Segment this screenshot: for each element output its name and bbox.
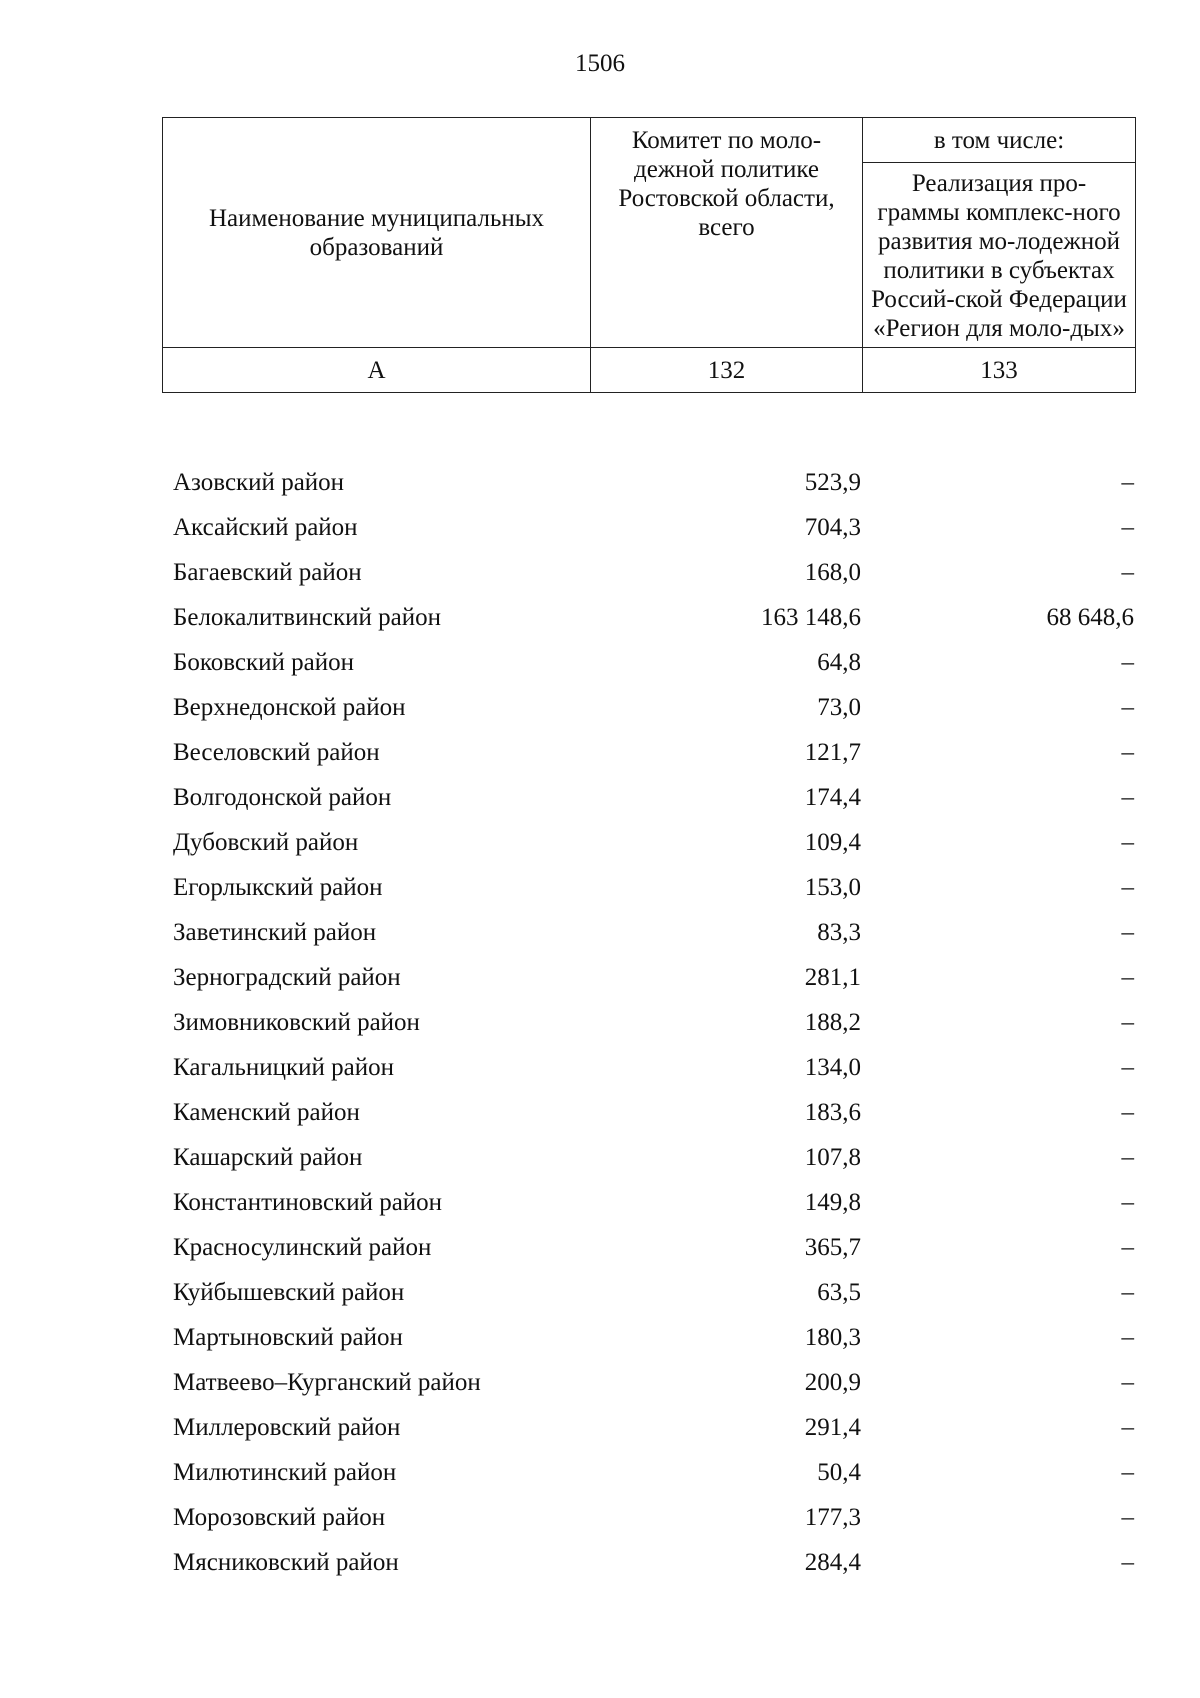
program-value: –: [1121, 1413, 1134, 1441]
table-body: [162, 460, 1135, 1585]
municipality-name: Дубовский район: [173, 828, 359, 856]
total-value: 153,0: [804, 873, 861, 901]
table-row: [162, 1045, 1135, 1090]
table-row: [162, 595, 1135, 640]
program-value: –: [1121, 1098, 1134, 1126]
header-included-label: в том числе:: [863, 118, 1136, 163]
total-value: 704,3: [804, 513, 861, 541]
municipality-name: Аксайский район: [173, 513, 358, 541]
table-row: [162, 550, 1135, 595]
total-value: 83,3: [817, 918, 861, 946]
table-row: [162, 865, 1135, 910]
table-row: [162, 775, 1135, 820]
program-value: 68 648,6: [1046, 603, 1134, 631]
municipality-name: Куйбышевский район: [173, 1278, 405, 1306]
table-row: [162, 1270, 1135, 1315]
program-value: –: [1121, 963, 1134, 991]
program-value: –: [1121, 1548, 1134, 1576]
table-row: [162, 640, 1135, 685]
total-value: 107,8: [804, 1143, 861, 1171]
program-value: –: [1121, 648, 1134, 676]
total-value: 121,7: [804, 738, 861, 766]
total-value: 188,2: [804, 1008, 861, 1036]
header-total-column: Комитет по моло-дежной политике Ростовской области, всего: [591, 118, 863, 348]
table-row: [162, 1450, 1135, 1495]
total-value: 109,4: [804, 828, 861, 856]
municipality-name: Зимовниковский район: [173, 1008, 420, 1036]
total-value: 281,1: [804, 963, 861, 991]
program-value: –: [1121, 1143, 1134, 1171]
program-value: –: [1121, 1278, 1134, 1306]
program-value: –: [1121, 1188, 1134, 1216]
municipality-name: Милютинский район: [173, 1458, 397, 1486]
total-value: 163 148,6: [761, 603, 861, 631]
municipality-name: Кашарский район: [173, 1143, 363, 1171]
table-row: [162, 820, 1135, 865]
municipality-name: Волгодонской район: [173, 783, 392, 811]
table-row: [162, 1360, 1135, 1405]
table-row: [162, 1000, 1135, 1045]
municipality-name: Белокалитвинский район: [173, 603, 441, 631]
table-row: [162, 1315, 1135, 1360]
table-row: [162, 1180, 1135, 1225]
program-value: –: [1121, 873, 1134, 901]
table-row: [162, 1540, 1135, 1585]
municipality-name: Мясниковский район: [173, 1548, 399, 1576]
municipality-name: Боковский район: [173, 648, 354, 676]
table-row: [162, 1495, 1135, 1540]
header-program-column: Реализация про-граммы комплекс-ного развития мо-лодежной политики в субъектах Россий-ской Федерации «Регион для моло-дых»: [863, 163, 1136, 348]
table-row: [162, 1090, 1135, 1135]
program-value: –: [1121, 1458, 1134, 1486]
table-row: [162, 1135, 1135, 1180]
program-value: –: [1121, 558, 1134, 586]
total-value: 177,3: [804, 1503, 861, 1531]
total-value: 134,0: [804, 1053, 861, 1081]
column-number-a: А: [163, 348, 591, 393]
table-header: [162, 117, 1136, 393]
municipality-name: Веселовский район: [173, 738, 380, 766]
municipality-name: Мартыновский район: [173, 1323, 403, 1351]
program-value: –: [1121, 783, 1134, 811]
total-value: 63,5: [817, 1278, 861, 1306]
total-value: 174,4: [804, 783, 861, 811]
total-value: 64,8: [817, 648, 861, 676]
municipality-name: Азовский район: [173, 468, 345, 496]
municipality-name: Константиновский район: [173, 1188, 443, 1216]
total-value: 183,6: [804, 1098, 861, 1126]
total-value: 180,3: [804, 1323, 861, 1351]
municipality-name: Заветинский район: [173, 918, 377, 946]
total-value: 291,4: [804, 1413, 861, 1441]
table-row: [162, 1225, 1135, 1270]
table-row: [162, 505, 1135, 550]
municipality-name: Красносулинский район: [173, 1233, 432, 1261]
municipality-name: Кагальницкий район: [173, 1053, 395, 1081]
total-value: 73,0: [817, 693, 861, 721]
table-row: [162, 730, 1135, 775]
program-value: –: [1121, 828, 1134, 856]
total-value: 284,4: [804, 1548, 861, 1576]
municipality-name: Верхнедонской район: [173, 693, 406, 721]
total-value: 200,9: [804, 1368, 861, 1396]
program-value: –: [1121, 918, 1134, 946]
program-value: –: [1121, 693, 1134, 721]
table-row: [162, 1405, 1135, 1450]
table-row: [162, 685, 1135, 730]
program-value: –: [1121, 1323, 1134, 1351]
program-value: –: [1121, 1368, 1134, 1396]
program-value: –: [1121, 1008, 1134, 1036]
table-row: [162, 955, 1135, 1000]
column-number-133: 133: [863, 348, 1136, 393]
municipality-name: Егорлыкский район: [173, 873, 383, 901]
program-value: –: [1121, 1053, 1134, 1081]
header-name-column: Наименование муниципальных образований: [163, 118, 591, 348]
page-number: 1506: [575, 50, 625, 77]
municipality-name: Зерноградский район: [173, 963, 401, 991]
municipality-name: Каменский район: [173, 1098, 360, 1126]
total-value: 168,0: [804, 558, 861, 586]
program-value: –: [1121, 738, 1134, 766]
program-value: –: [1121, 1233, 1134, 1261]
table-row: [162, 910, 1135, 955]
program-value: –: [1121, 468, 1134, 496]
municipality-name: Багаевский район: [173, 558, 362, 586]
total-value: 149,8: [804, 1188, 861, 1216]
municipality-name: Морозовский район: [173, 1503, 386, 1531]
municipality-name: Миллеровский район: [173, 1413, 401, 1441]
total-value: 523,9: [804, 468, 861, 496]
total-value: 365,7: [804, 1233, 861, 1261]
program-value: –: [1121, 1503, 1134, 1531]
column-number-132: 132: [591, 348, 863, 393]
total-value: 50,4: [817, 1458, 861, 1486]
municipality-name: Матвеево–Курганский район: [173, 1368, 481, 1396]
table-row: [162, 460, 1135, 505]
program-value: –: [1121, 513, 1134, 541]
